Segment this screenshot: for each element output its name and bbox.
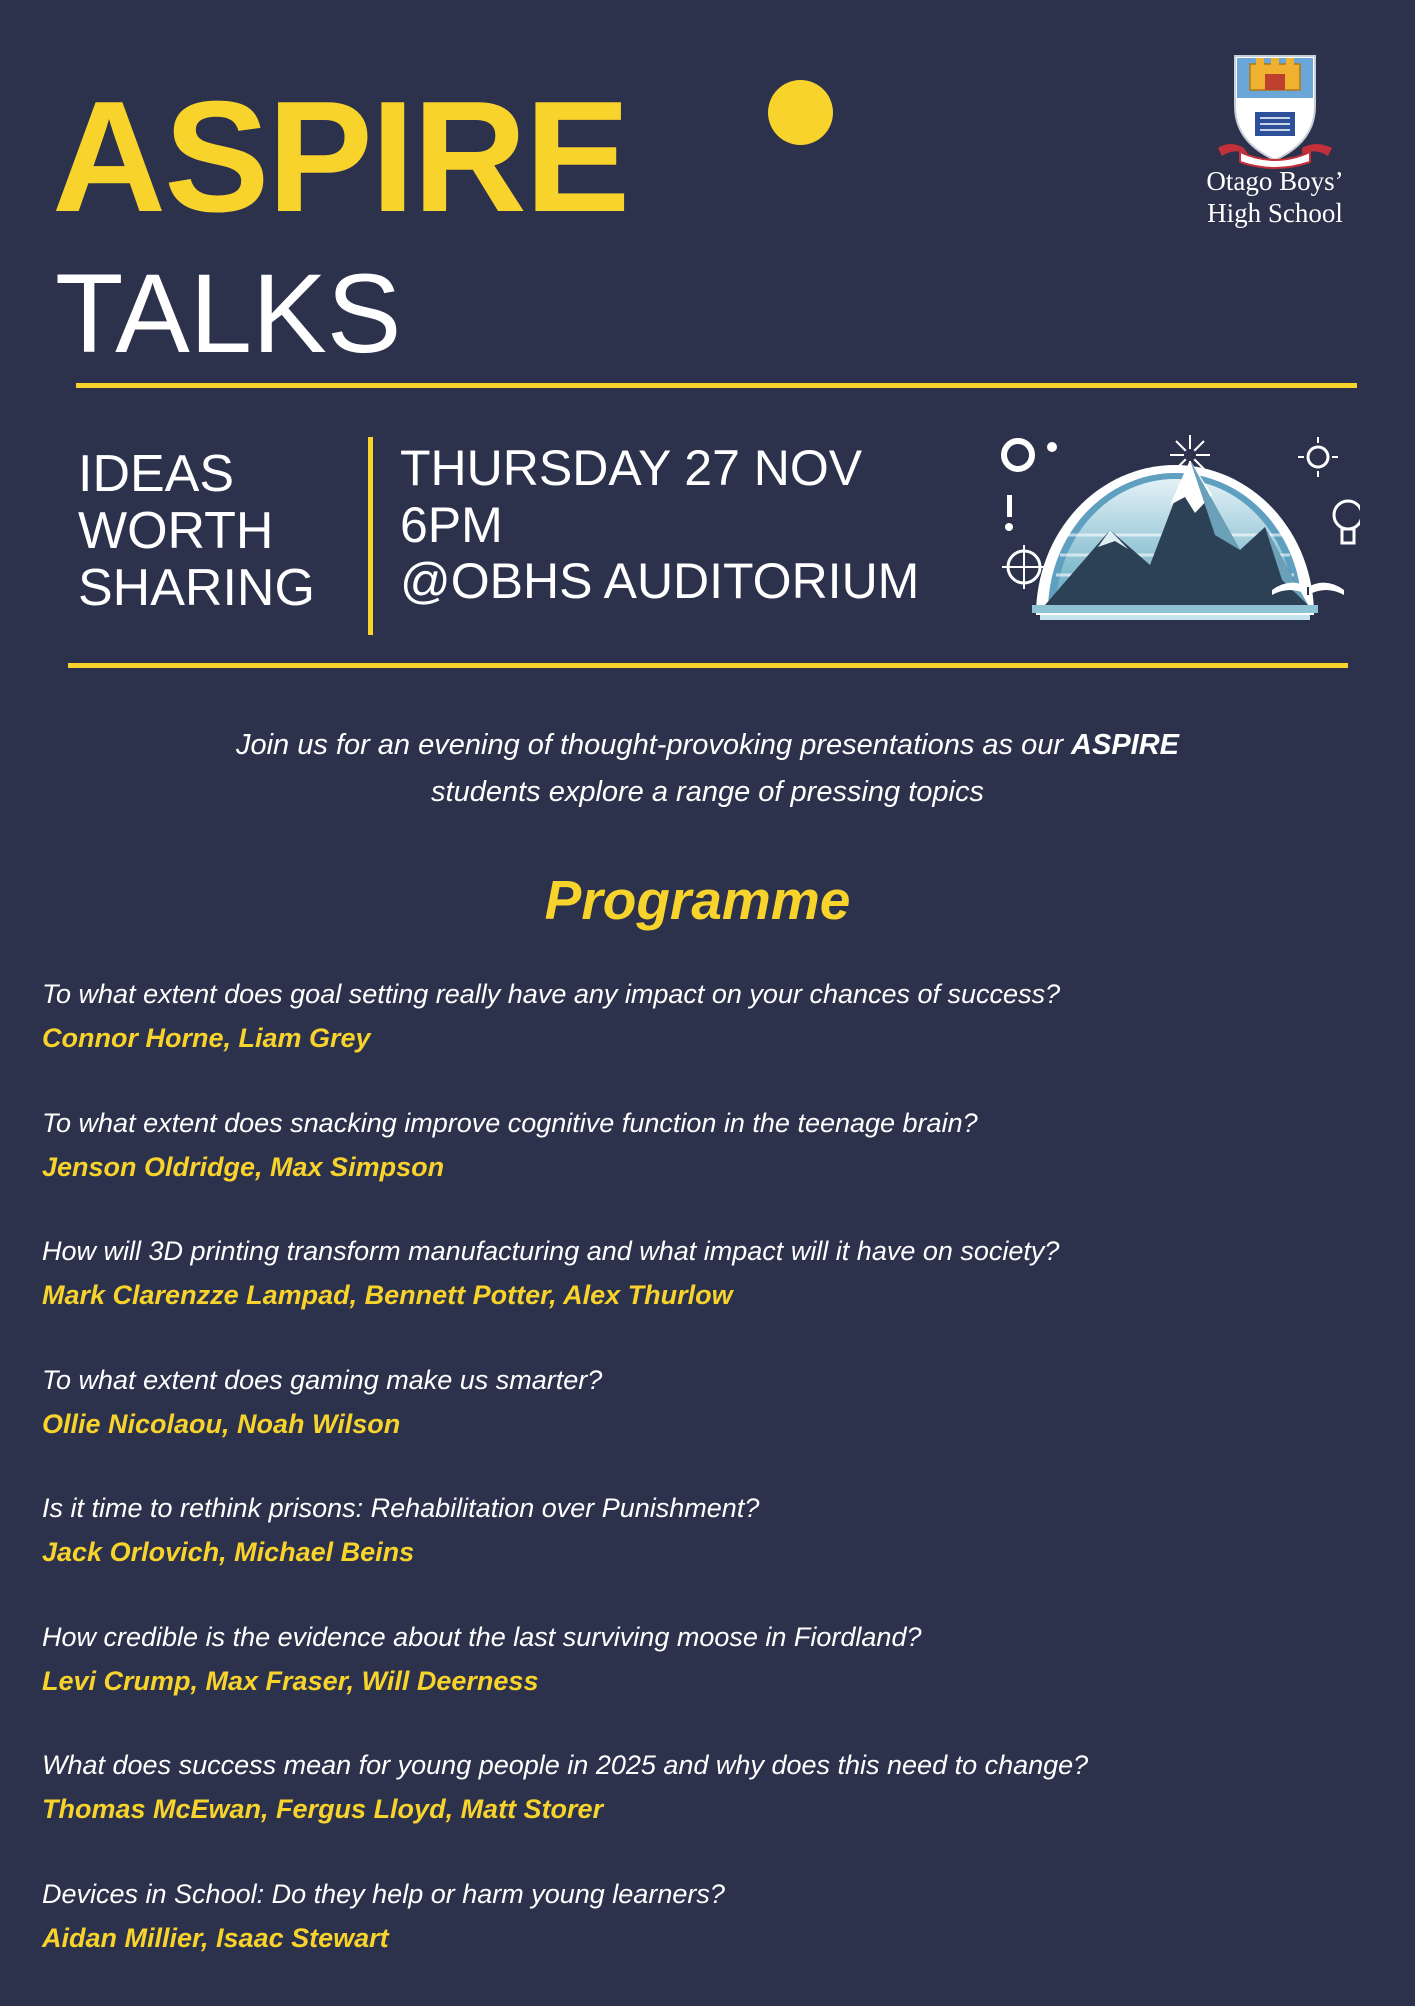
programme-item — [42, 1107, 1382, 1236]
tagline — [78, 446, 315, 618]
talk-topic: To what extent does snacking improve cognitive function in the teenage brain? — [42, 1107, 1382, 1139]
programme-heading: Programme — [0, 868, 1395, 932]
intro-text-part: Join us for an evening of thought-provoking presentations as our — [236, 729, 1071, 761]
tagline-line: WORTH — [78, 503, 315, 560]
talk-speakers: Connor Horne, Liam Grey — [42, 1022, 1382, 1054]
divider-vertical — [368, 437, 373, 635]
event-details — [400, 440, 919, 610]
event-time: 6PM — [400, 497, 919, 554]
talk-topic: To what extent does gaming make us smarter? — [42, 1364, 1382, 1396]
event-date: THURSDAY 27 NOV — [400, 440, 919, 497]
talk-speakers: Mark Clarenzze Lampad, Bennett Potter, Alex Thurlow — [42, 1279, 1382, 1311]
programme-item — [42, 1364, 1382, 1493]
tagline-line: SHARING — [78, 560, 315, 617]
school-name-line1: Otago Boys’ — [1180, 165, 1370, 197]
programme-item — [42, 1749, 1382, 1878]
school-name — [1180, 165, 1370, 230]
school-crest-icon — [1210, 50, 1340, 170]
tagline-line: IDEAS — [78, 446, 315, 503]
talk-topic: To what extent does goal setting really have any impact on your chances of success? — [42, 978, 1382, 1010]
talk-topic: How credible is the evidence about the last surviving moose in Fiordland? — [42, 1621, 1382, 1653]
school-name-line2: High School — [1180, 197, 1370, 229]
programme-item — [42, 1621, 1382, 1750]
divider-top — [76, 383, 1357, 388]
talk-topic: Is it time to rethink prisons: Rehabilitation over Punishment? — [42, 1492, 1382, 1524]
intro-emphasis: ASPIRE — [1071, 729, 1179, 761]
talk-speakers: Jenson Oldridge, Max Simpson — [42, 1151, 1382, 1183]
programme-item — [42, 978, 1382, 1107]
title-talks: TALKS — [55, 258, 402, 370]
talk-speakers: Thomas McEwan, Fergus Lloyd, Matt Storer — [42, 1793, 1382, 1825]
talk-topic: What does success mean for young people in 2025 and why does this need to change? — [42, 1749, 1382, 1781]
programme-item — [42, 1235, 1382, 1364]
mountain-emblem-icon — [990, 415, 1360, 635]
title-aspire: ASPIRE — [52, 78, 628, 236]
school-crest — [1190, 50, 1360, 175]
talk-topic: How will 3D printing transform manufacturing and what impact will it have on society? — [42, 1235, 1382, 1267]
programme-list — [42, 978, 1382, 2006]
title-dot — [768, 80, 833, 145]
talk-speakers: Jack Orlovich, Michael Beins — [42, 1536, 1382, 1568]
talk-topic: Devices in School: Do they help or harm young learners? — [42, 1878, 1382, 1910]
talk-speakers: Ollie Nicolaou, Noah Wilson — [42, 1408, 1382, 1440]
programme-item — [42, 1492, 1382, 1621]
intro-text-part: students explore a range of pressing topics — [431, 776, 984, 808]
programme-item — [42, 1878, 1382, 2006]
talk-speakers: Levi Crump, Max Fraser, Will Deerness — [42, 1665, 1382, 1697]
talk-speakers: Aidan Millier, Isaac Stewart — [42, 1922, 1382, 1954]
mountain-emblem — [990, 415, 1360, 640]
event-venue: @OBHS AUDITORIUM — [400, 553, 919, 610]
divider-bottom — [68, 663, 1348, 668]
intro-text — [60, 722, 1355, 816]
